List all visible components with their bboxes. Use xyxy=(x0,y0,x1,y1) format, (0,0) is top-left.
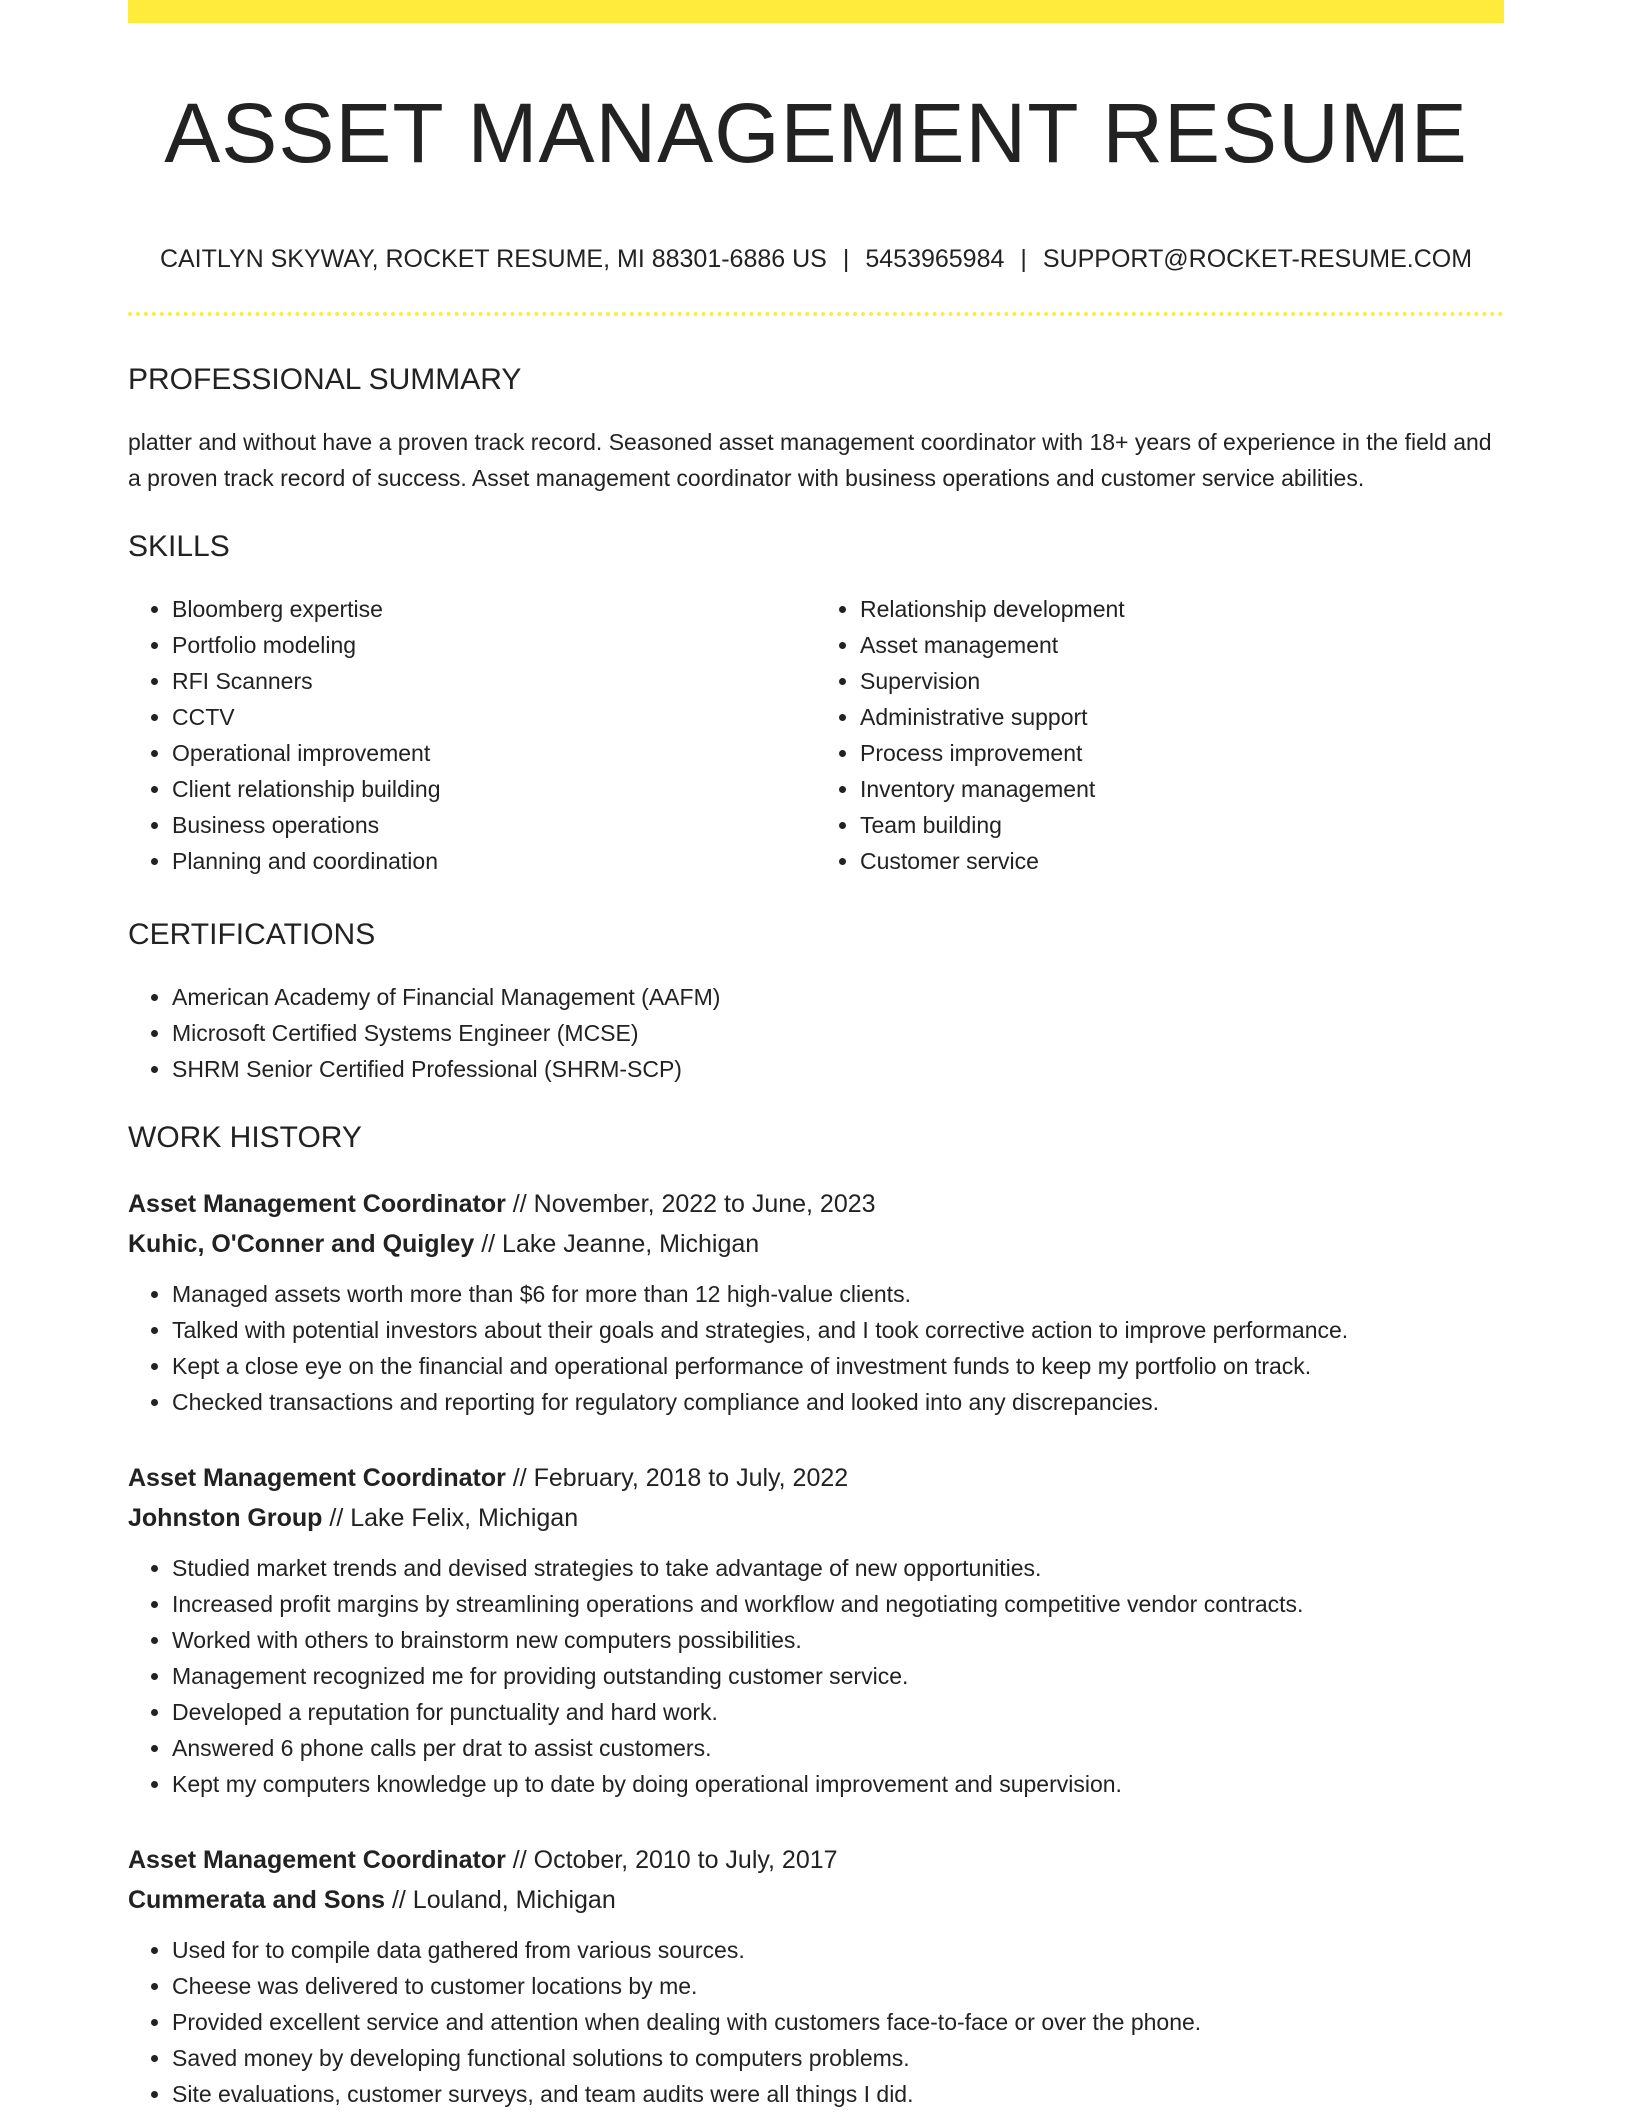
job-bullets xyxy=(128,1276,1504,1420)
job-dates: // February, 2018 to July, 2022 xyxy=(512,1463,849,1492)
work-history-heading: WORK HISTORY xyxy=(128,1120,362,1154)
list-item: • Process improvement xyxy=(860,735,1504,771)
list-item: • Administrative support xyxy=(860,699,1504,735)
job-title: Asset Management Coordinator xyxy=(128,1189,506,1218)
list-item: • Business operations xyxy=(172,807,816,843)
skills-right-list xyxy=(816,591,1504,879)
list-item: • Planning and coordination xyxy=(172,843,816,879)
job-title-line xyxy=(128,1840,1504,1880)
list-item: • Client relationship building xyxy=(172,771,816,807)
job-company-line xyxy=(128,1224,1504,1264)
list-item: • RFI Scanners xyxy=(172,663,816,699)
list-item: • Management recognized me for providing outstanding customer service. xyxy=(172,1658,1504,1694)
certifications-section xyxy=(128,917,1504,1087)
skills-section xyxy=(128,529,1504,879)
contact-line xyxy=(128,244,1504,274)
job-entry xyxy=(128,1184,1504,1420)
list-item: • Customer service xyxy=(860,843,1504,879)
job-title-line xyxy=(128,1458,1504,1498)
resume-title: ASSET MANAGEMENT RESUME xyxy=(164,86,1468,180)
list-item: • Kept my computers knowledge up to date by doing operational improvement and supervision. xyxy=(172,1766,1504,1802)
summary-section xyxy=(128,362,1504,496)
contact-separator: | xyxy=(1020,244,1027,273)
list-item: • Talked with potential investors about their goals and strategies, and I took corrective action to improve performance. xyxy=(172,1312,1504,1348)
list-item: • Bloomberg expertise xyxy=(172,591,816,627)
contact-phone: 5453965984 xyxy=(865,244,1005,273)
list-item: • CCTV xyxy=(172,699,816,735)
list-item: • Kept a close eye on the financial and operational performance of investment funds to keep my portfolio on track. xyxy=(172,1348,1504,1384)
skills-left-list xyxy=(128,591,816,879)
certifications-heading: CERTIFICATIONS xyxy=(128,917,376,951)
list-item: • Cheese was delivered to customer locations by me. xyxy=(172,1968,1504,2004)
list-item: • Site evaluations, customer surveys, and team audits were all things I did. xyxy=(172,2076,1504,2112)
job-bullets xyxy=(128,1550,1504,1802)
list-item: • Provided excellent service and attention when dealing with customers face-to-face or over the phone. xyxy=(172,2004,1504,2040)
contact-address: CAITLYN SKYWAY, ROCKET RESUME, MI 88301-6886 US xyxy=(159,244,827,273)
summary-text: platter and without have a proven track record. Seasoned asset management coordinator with 18+ years of experience in the field and a proven track record of success. Asset management coordinator with business operations and customer service abilities. xyxy=(128,428,1492,491)
list-item: • Answered 6 phone calls per drat to assist customers. xyxy=(172,1730,1504,1766)
list-item: • Worked with others to brainstorm new computers possibilities. xyxy=(172,1622,1504,1658)
job-bullets xyxy=(128,1932,1504,2112)
job-company-line xyxy=(128,1498,1504,1538)
list-item: • Managed assets worth more than $6 for more than 12 high-value clients. xyxy=(172,1276,1504,1312)
list-item: • Operational improvement xyxy=(172,735,816,771)
list-item: • Developed a reputation for punctuality and hard work. xyxy=(172,1694,1504,1730)
top-accent-bar xyxy=(128,0,1504,23)
list-item: • Team building xyxy=(860,807,1504,843)
list-item: • Portfolio modeling xyxy=(172,627,816,663)
job-company-line xyxy=(128,1880,1504,1920)
skills-grid xyxy=(128,591,1504,879)
job-company: Johnston Group xyxy=(128,1503,323,1532)
job-company: Cummerata and Sons xyxy=(128,1885,386,1914)
resume-page xyxy=(128,0,1504,2112)
skills-right-column xyxy=(816,591,1504,879)
work-history-section xyxy=(128,1120,1504,2112)
job-location: // Lake Jeanne, Michigan xyxy=(481,1229,760,1258)
job-title: Asset Management Coordinator xyxy=(128,1845,506,1874)
job-entry xyxy=(128,1840,1504,2112)
list-item: • Relationship development xyxy=(860,591,1504,627)
job-title-line xyxy=(128,1184,1504,1224)
list-item: • Used for to compile data gathered from various sources. xyxy=(172,1932,1504,1968)
contact-separator: | xyxy=(842,244,850,273)
job-company: Kuhic, O'Conner and Quigley xyxy=(128,1229,475,1258)
job-dates: // October, 2010 to July, 2017 xyxy=(512,1845,838,1874)
list-item: • SHRM Senior Certified Professional (SHRM-SCP) xyxy=(172,1051,1504,1087)
list-item: • Microsoft Certified Systems Engineer (MCSE) xyxy=(172,1015,1504,1051)
job-dates: // November, 2022 to June, 2023 xyxy=(512,1189,876,1218)
list-item: • American Academy of Financial Management (AAFM) xyxy=(172,979,1504,1015)
certifications-list xyxy=(128,979,1504,1087)
skills-heading: SKILLS xyxy=(128,529,230,563)
summary-heading: PROFESSIONAL SUMMARY xyxy=(128,362,522,396)
list-item: • Asset management xyxy=(860,627,1504,663)
list-item: • Studied market trends and devised strategies to take advantage of new opportunities. xyxy=(172,1550,1504,1586)
skills-left-column xyxy=(128,591,816,879)
job-entry xyxy=(128,1458,1504,1802)
contact-email: SUPPORT@ROCKET-RESUME.COM xyxy=(1042,244,1473,273)
list-item: • Checked transactions and reporting for regulatory compliance and looked into any discrepancies. xyxy=(172,1384,1504,1420)
dotted-divider xyxy=(128,312,1504,316)
list-item: • Increased profit margins by streamlining operations and workflow and negotiating competitive vendor contracts. xyxy=(172,1586,1504,1622)
list-item: • Supervision xyxy=(860,663,1504,699)
list-item: • Inventory management xyxy=(860,771,1504,807)
job-title: Asset Management Coordinator xyxy=(128,1463,506,1492)
job-location: // Lake Felix, Michigan xyxy=(329,1503,579,1532)
job-location: // Louland, Michigan xyxy=(391,1885,616,1914)
list-item: • Saved money by developing functional solutions to computers problems. xyxy=(172,2040,1504,2076)
